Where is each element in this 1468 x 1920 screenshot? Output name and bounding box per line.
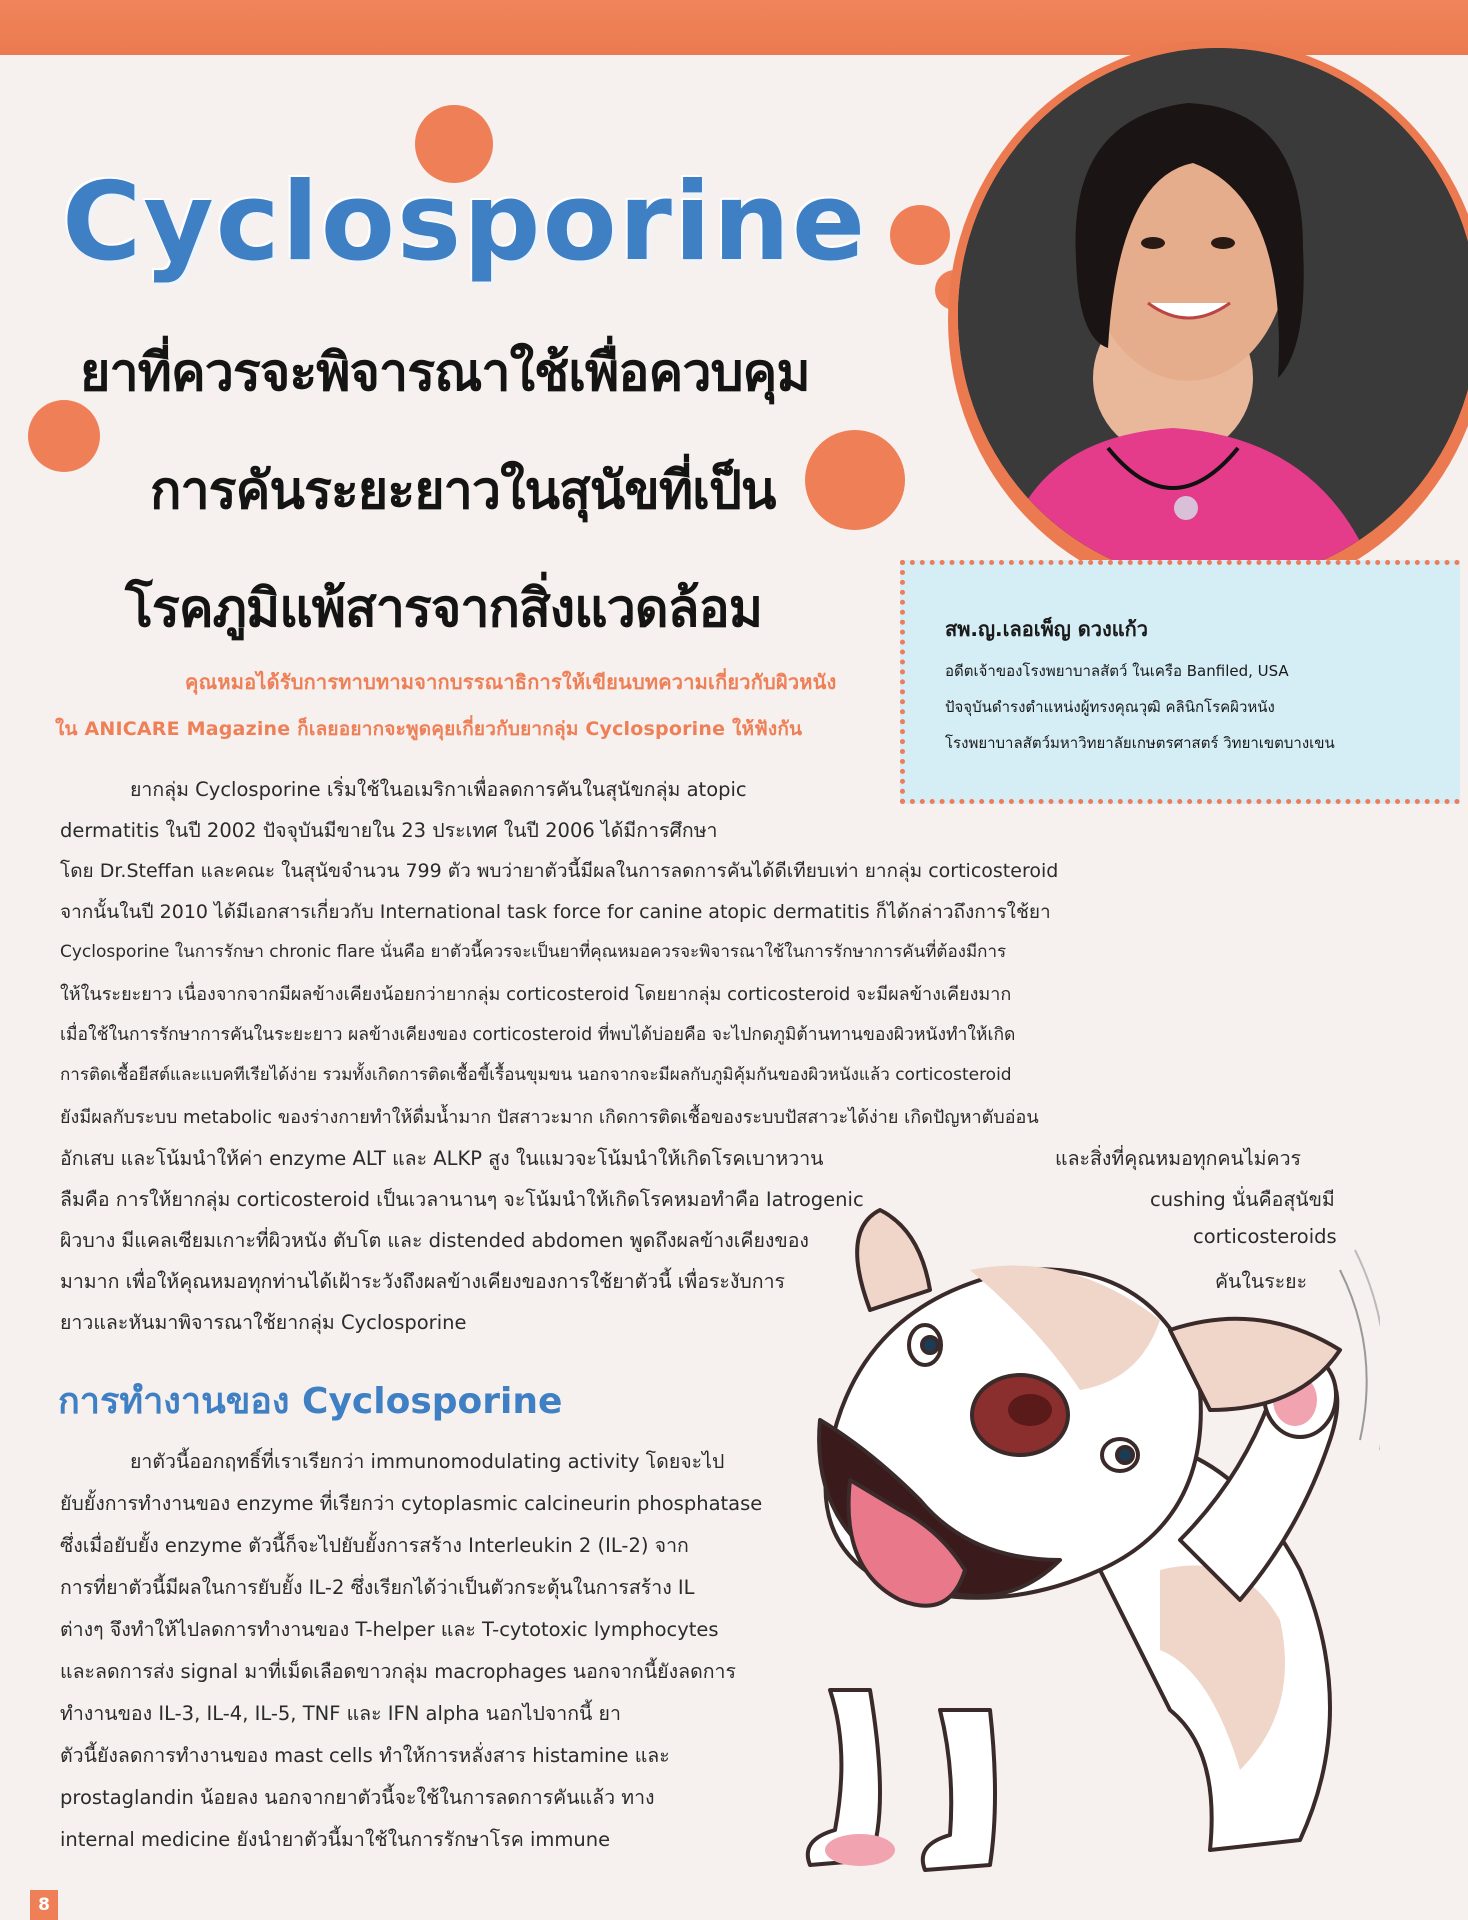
body-line: ผิวบาง มีแคลเซียมเกาะที่ผิวหนัง ตับโต และ distended abdomen พูดถึงผลข้างเคียงของ: [60, 1229, 809, 1252]
intro-line: ใน ANICARE Magazine ก็เลยอยากจะพูดคุยเกี่ยวกับยากลุ่ม Cyclosporine ให้ฟังกัน: [55, 718, 803, 740]
body-line: เมื่อใช้ในการรักษาการคันในระยะยาว ผลข้างเคียงของ corticosteroid ที่พบได้บ่อยคือ จะไปกดภูมิต้านทานของผิวหนังทำให้เกิด: [60, 1025, 1016, 1045]
intro-line: คุณหมอได้รับการทาบทามจากบรรณาธิการให้เขียนบทความเกี่ยวกับผิวหนัง: [185, 670, 837, 694]
body-line: dermatitis ในปี 2002 ปัจจุบันมีขายใน 23 ประเทศ ในปี 2006 ได้มีการศึกษา: [60, 819, 718, 842]
article-title: Cyclosporine: [62, 160, 868, 285]
body-line: การติดเชื้อยีสต์และแบคทีเรียได้ง่าย รวมทั้งเกิดการติดเชื้อขี้เรื้อนขุมขน นอกจากจะมีผลกับภูมิคุ้มกันของผิวหนังแล้ว corticosteroid: [60, 1065, 1012, 1085]
body-line: Cyclosporine ในการรักษา chronic flare นั่นคือ ยาตัวนี้ควรจะเป็นยาที่คุณหมอควรจะพิจารณาใช้ในการรักษาการคันที่ต้องมีการ: [60, 942, 1007, 962]
section-line: ซึ่งเมื่อยับยั้ง enzyme ตัวนี้ก็จะไปยับยั้งการสร้าง Interleukin 2 (IL-2) จาก: [60, 1534, 689, 1557]
body-line: ยาวและหันมาพิจารณาใช้ยากลุ่ม Cyclosporine: [60, 1311, 467, 1334]
body-line: อักเสบ และโน้มนำให้ค่า enzyme ALT และ ALKP สูง ในแมวจะโน้มนำให้เกิดโรคเบาหวาน: [60, 1147, 824, 1170]
author-name: สพ.ญ.เลอเพ็ญ ดวงแก้ว: [945, 617, 1148, 641]
subtitle-line: โรคภูมิแพ้สารจากสิ่งแวดล้อม: [125, 579, 762, 639]
body-line: โดย Dr.Steffan และคณะ ในสุนัขจำนวน 799 ตัว พบว่ายาตัวนี้มีผลในการลดการคันได้ดีเทียบเท่า ยากลุ่ม corticosteroid: [60, 860, 1059, 882]
body-fragment: คันในระยะ: [1215, 1270, 1308, 1293]
section-heading: การทำงานของ Cyclosporine: [58, 1381, 563, 1422]
body-fragment: corticosteroids: [1193, 1225, 1337, 1248]
section-line: ทำงานของ IL-3, IL-4, IL-5, TNF และ IFN alpha นอกไปจากนี้ ยา: [60, 1702, 621, 1725]
page-number: 8: [30, 1890, 58, 1920]
body-line: ยังมีผลกับระบบ metabolic ของร่างกายทำให้ดื่มน้ำมาก ปัสสาวะมาก เกิดการติดเชื้อของระบบปัสสาวะได้ง่าย เกิดปัญหาตับอ่อน: [60, 1107, 1039, 1128]
section-line: การที่ยาตัวนี้มีผลในการยับยั้ง IL-2 ซึ่งเรียกได้ว่าเป็นตัวกระตุ้นในการสร้าง IL: [60, 1576, 695, 1599]
body-line: ให้ในระยะยาว เนื่องจากจากมีผลข้างเคียงน้อยกว่ายากลุ่ม corticosteroid โดยยากลุ่ม corticosteroid จะมีผลข้างเคียงมาก: [60, 984, 1012, 1005]
section-line: ยับยั้งการทำงานของ enzyme ที่เรียกว่า cytoplasmic calcineurin phosphatase: [60, 1492, 763, 1515]
section-line: ยาตัวนี้ออกฤทธิ์ที่เราเรียกว่า immunomodulating activity โดยจะไป: [130, 1450, 725, 1473]
author-portrait: [958, 48, 1468, 583]
body-fragment: และสิ่งที่คุณหมอทุกคนไม่ควร: [1055, 1147, 1301, 1170]
section-line: ต่างๆ จึงทำให้ไปลดการทำงานของ T-helper และ T-cytotoxic lymphocytes: [60, 1618, 719, 1641]
section-line: prostaglandin น้อยลง นอกจากยาตัวนี้จะใช้ในการลดการคันแล้ว ทาง: [60, 1786, 655, 1809]
author-credential: โรงพยาบาลสัตว์มหาวิทยาลัยเกษตรศาสตร์ วิทยาเขตบางเขน: [945, 734, 1335, 752]
body-line: ยากลุ่ม Cyclosporine เริ่มใช้ในอเมริกาเพื่อลดการคันในสุนัขกลุ่ม atopic: [130, 778, 747, 801]
subtitle-line: ยาที่ควรจะพิจารณาใช้เพื่อควบคุม: [80, 343, 810, 403]
author-caption: [900, 560, 1460, 804]
section-line: internal medicine ยังนำยาตัวนี้มาใช้ในการรักษาโรค immune: [60, 1828, 611, 1851]
body-fragment: cushing นั่นคือสุนัขมี: [1150, 1188, 1335, 1211]
subtitle-line: การคันระยะยาวในสุนัขที่เป็น: [150, 461, 776, 521]
scratching-dog-illustration: [740, 1150, 1380, 1890]
decor-dot: [805, 430, 905, 530]
author-credential: ปัจจุบันดำรงตำแหน่งผู้ทรงคุณวุฒิ คลินิกโรคผิวหนัง: [945, 698, 1275, 716]
section-line: ตัวนี้ยังลดการทำงานของ mast cells ทำให้การหลั่งสาร histamine และ: [60, 1744, 670, 1767]
body-line: มามาก เพื่อให้คุณหมอทุกท่านได้เฝ้าระวังถึงผลข้างเคียงของการใช้ยาตัวนี้ เพื่อระงับการ: [60, 1270, 786, 1293]
author-credential: อดีตเจ้าของโรงพยาบาลสัตว์ ในเครือ Banfiled, USA: [945, 662, 1289, 680]
body-line: จากนั้นในปี 2010 ได้มีเอกสารเกี่ยวกับ International task force for canine atopic dermatitis ก็ได้กล่าวถึงการใช้ยา: [60, 901, 1051, 923]
decor-dot: [890, 205, 950, 265]
body-line: ลืมคือ การให้ยากลุ่ม corticosteroid เป็นเวลานานๆ จะโน้มนำให้เกิดโรคหมอทำคือ Iatrogenic: [60, 1188, 864, 1211]
section-line: และลดการส่ง signal มาที่เม็ดเลือดขาวกลุ่ม macrophages นอกจากนี้ยังลดการ: [60, 1660, 736, 1683]
portrait-image: [958, 48, 1468, 583]
